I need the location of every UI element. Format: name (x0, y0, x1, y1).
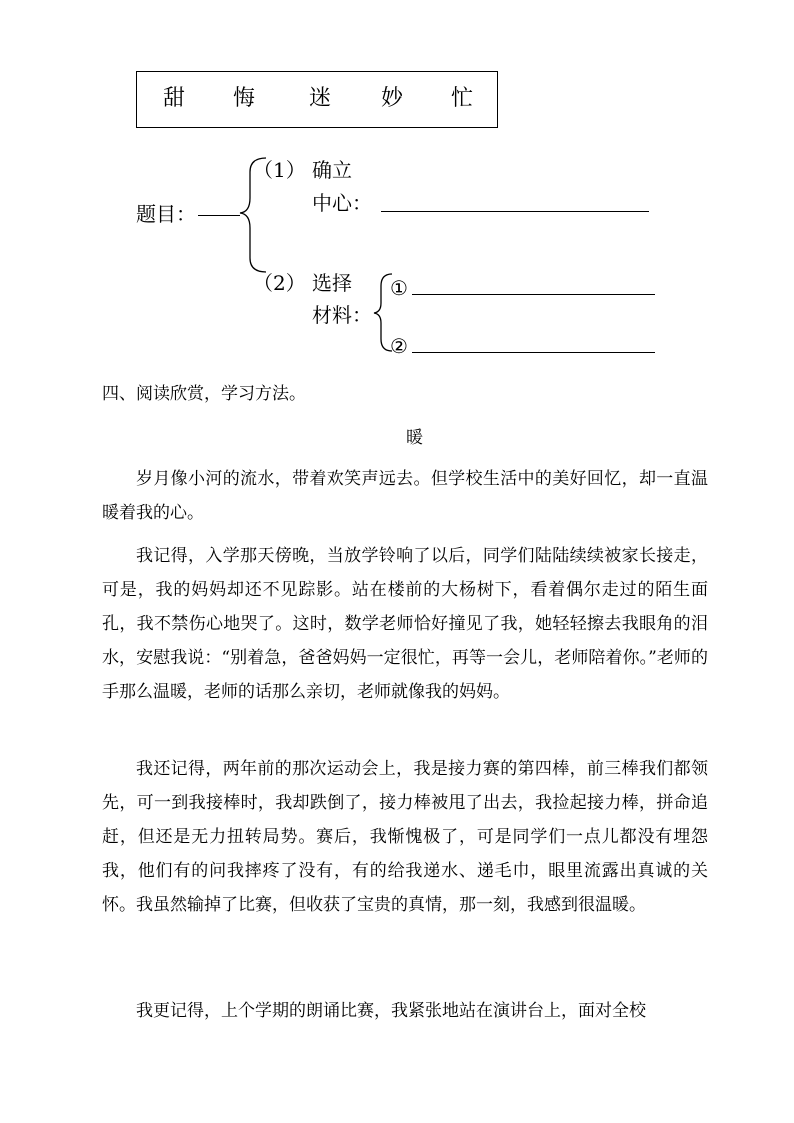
word-5: 忙 (451, 86, 474, 111)
material-1-answer-line[interactable] (412, 294, 655, 295)
topic-label: 题目： (136, 202, 196, 226)
article-paragraph-4: 我更记得，上个学期的朗诵比赛，我紧张地站在演讲台上，面对全校 (136, 1001, 646, 1021)
item1-number: （1） (253, 158, 306, 182)
material-1-marker: ① (390, 276, 408, 300)
article-paragraph-2: 我记得，入学那天傍晚，当放学铃响了以后，同学们陆陆续续被家长接走，可是，我的妈妈却还不见踪影。站在楼前的大杨树下，看着偶尔走过的陌生面孔，我不禁伤心地哭了。这时，数学老师恰好撞见了我，她轻轻擦去我眼角的泪水，安慰我说：“别着急，爸爸妈妈一定很忙，再等一会儿，老师陪着你。”老师的手那么温暖，老师的话那么亲切，老师就像我的妈妈。 (102, 546, 708, 702)
article-title: 暖 (406, 428, 423, 448)
item1-label-line1: 确立 (312, 158, 352, 182)
material-2-answer-line[interactable] (412, 352, 655, 353)
word-1: 甜 (163, 86, 186, 111)
item2-label-line2: 材料： (312, 303, 372, 327)
word-2: 悔 (233, 86, 256, 111)
center-answer-line[interactable] (381, 211, 649, 212)
item1-label-line2: 中心： (312, 191, 372, 215)
article-paragraph-1: 岁月像小河的流水，带着欢笑声远去。但学校生活中的美好回忆，却一直温暖着我的心。 (102, 469, 708, 523)
item2-number: （2） (253, 271, 306, 295)
material-2-marker: ② (390, 334, 408, 358)
word-4: 妙 (381, 86, 404, 111)
word-3: 迷 (309, 86, 332, 111)
item2-label-line1: 选择 (312, 271, 352, 295)
section-heading: 四、阅读欣赏，学习方法。 (102, 384, 306, 404)
outline-braces (0, 0, 794, 380)
article-paragraph-3: 我还记得，两年前的那次运动会上，我是接力赛的第四棒，前三棒我们都领先，可一到我接棒时，我却跌倒了，接力棒被甩了出去，我捡起接力棒，拼命追赶，但还是无力扭转局势。赛后，我惭愧极了，可是同学们一点儿都没有埋怨我，他们有的问我摔疼了没有，有的给我递水、递毛巾，眼里流露出真诚的关怀。我虽然输掉了比赛，但收获了宝贵的真情，那一刻，我感到很温暖。 (102, 759, 708, 915)
topic-connector-line (198, 215, 240, 216)
